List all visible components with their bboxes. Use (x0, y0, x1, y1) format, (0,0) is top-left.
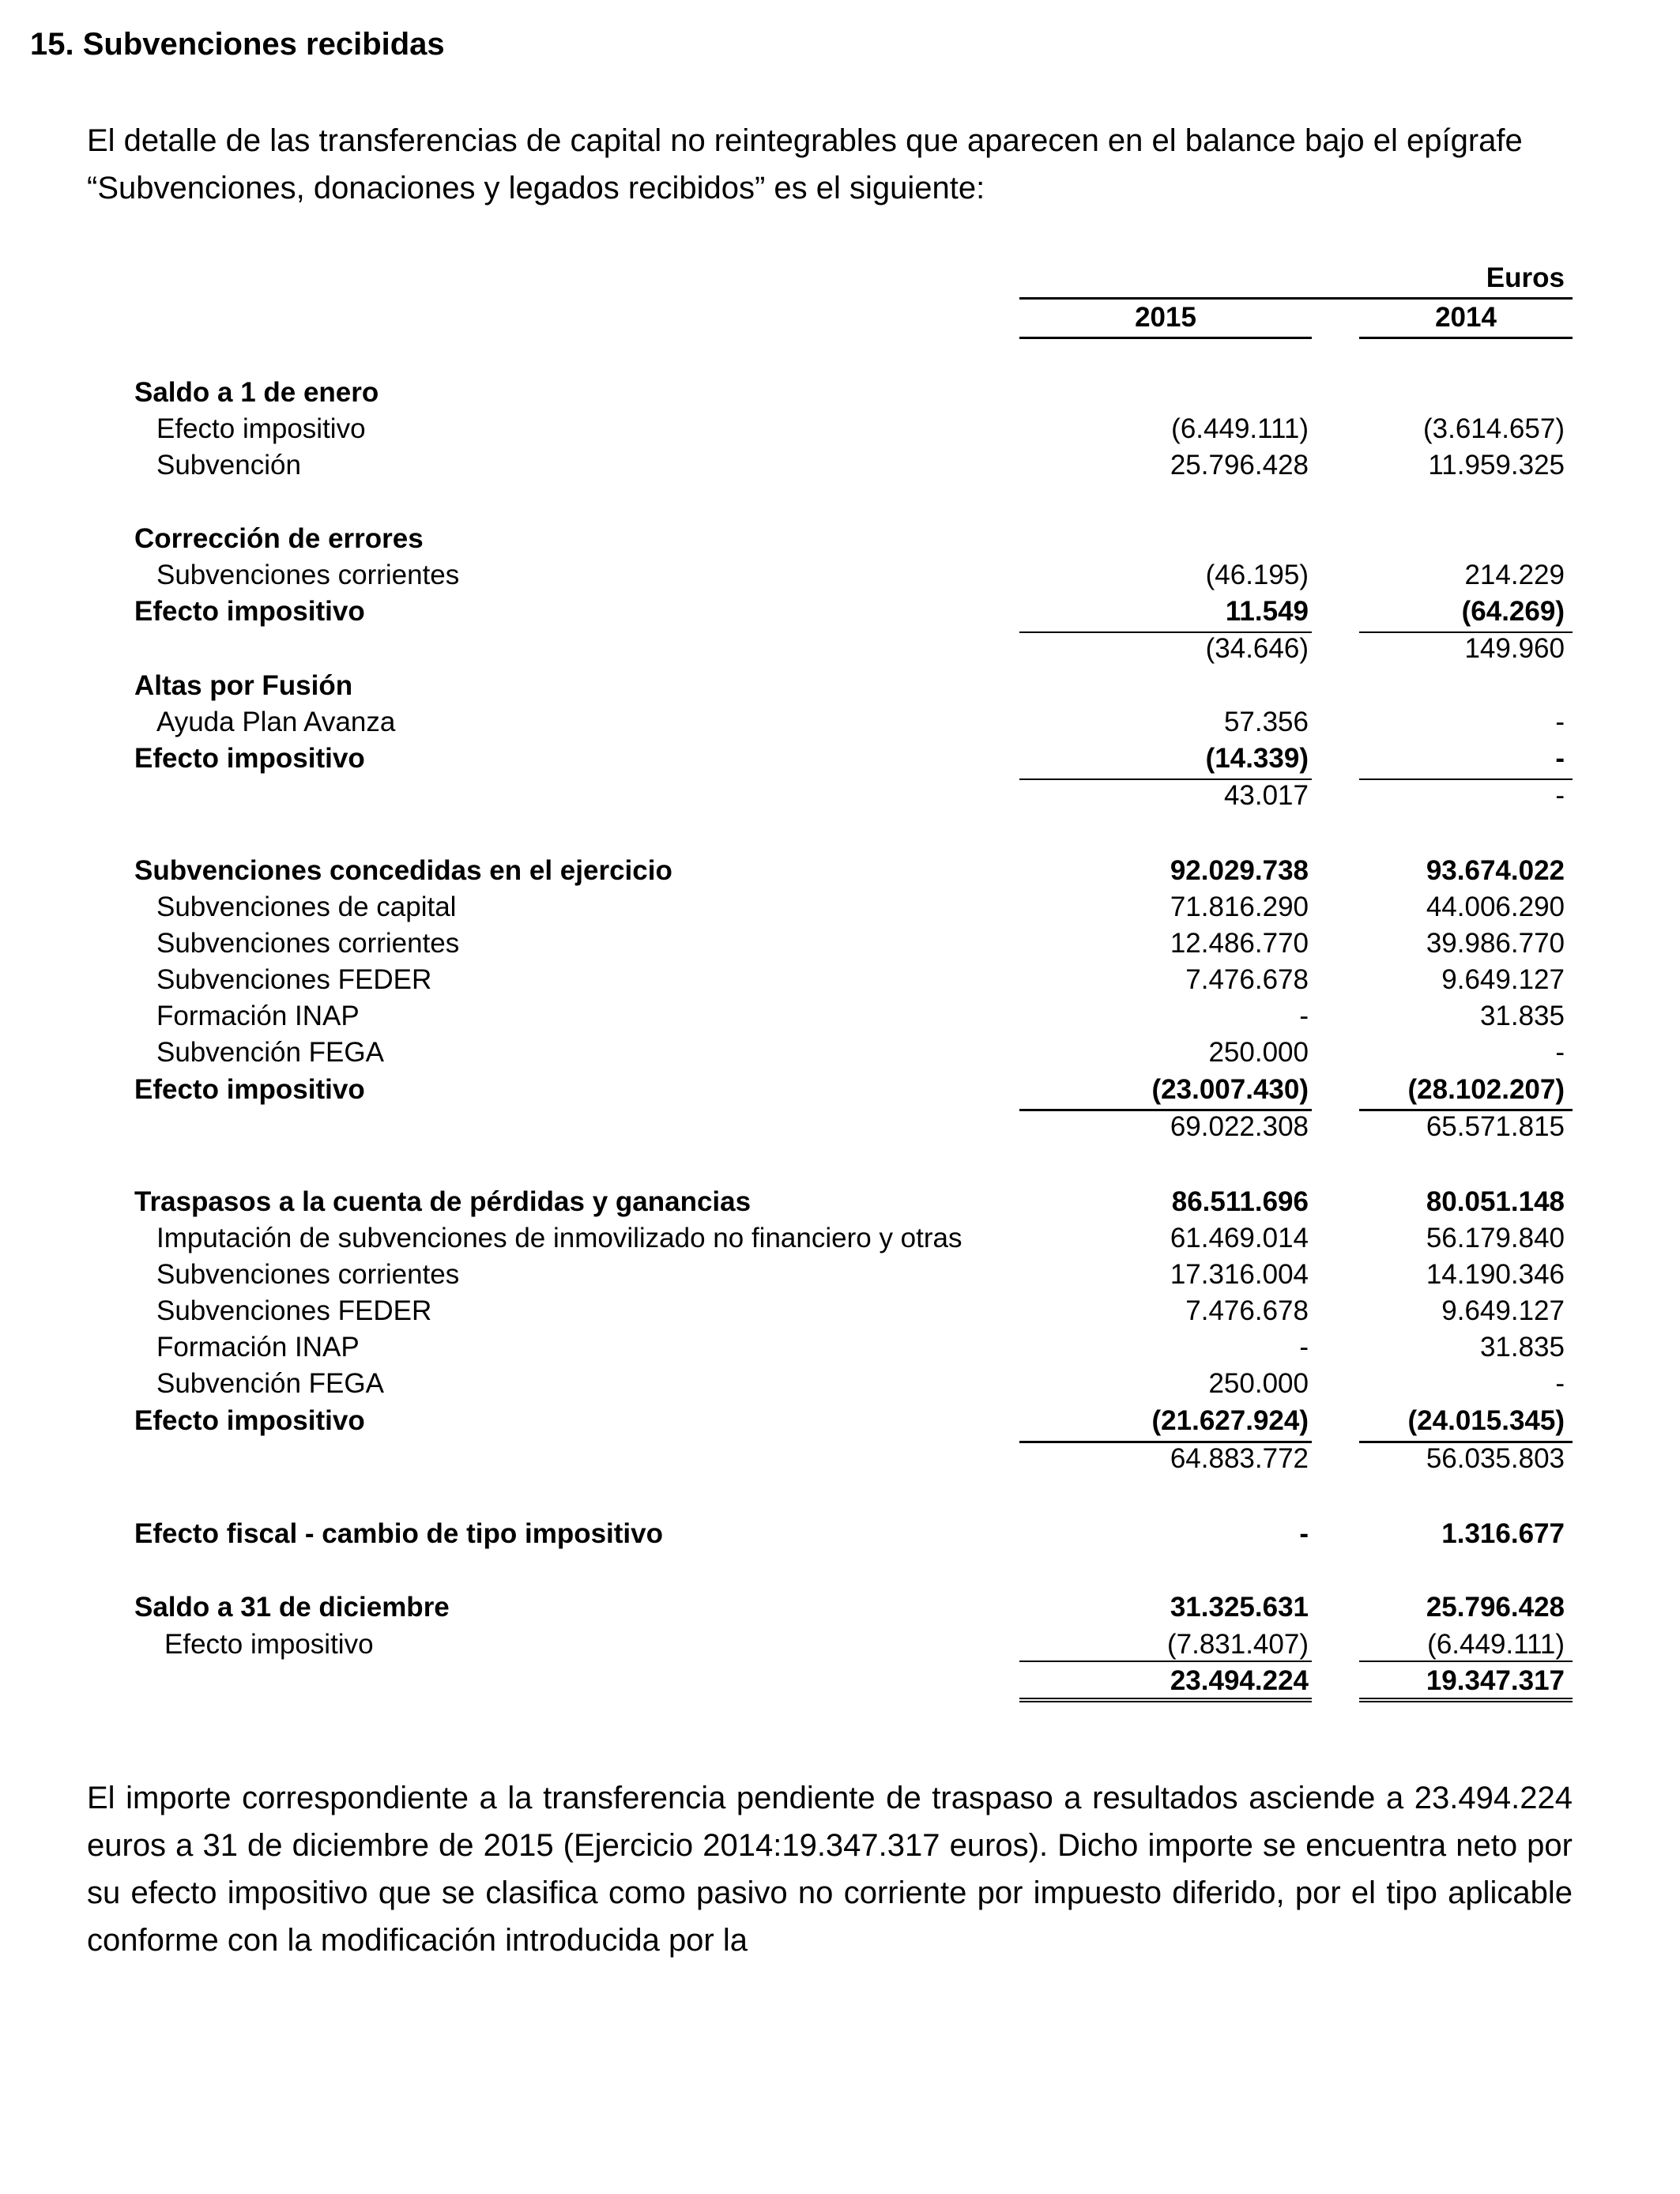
row-label: Efecto impositivo (156, 413, 366, 444)
value-2014: (3.614.657) (1422, 413, 1565, 444)
row-label: Subvención FEGA (156, 1037, 384, 1068)
value-2015: 250.000 (1208, 1037, 1309, 1068)
section-title: 15. Subvenciones recibidas (30, 27, 445, 62)
table-row (0, 1403, 1680, 1439)
value-2015: 64.883.772 (1170, 1443, 1309, 1474)
value-2015: 23.494.224 (1170, 1665, 1309, 1696)
total-double-rule (1359, 1698, 1573, 1702)
value-2014: 93.674.022 (1426, 855, 1565, 886)
table-row (0, 1109, 1680, 1145)
subtotal-rule (1019, 1441, 1312, 1443)
row-label: Subvención (156, 450, 301, 481)
total-top-rule (1019, 1661, 1312, 1662)
table-row (0, 998, 1680, 1035)
row-label: Formación INAP (156, 1001, 360, 1031)
value-2015: (34.646) (1205, 633, 1309, 664)
table-row (0, 1257, 1680, 1293)
table-row (0, 741, 1680, 777)
table-row (0, 1072, 1680, 1108)
value-2015: (46.195) (1205, 560, 1309, 590)
subtotal-rule (1019, 778, 1312, 780)
value-2015: 31.325.631 (1170, 1592, 1309, 1623)
value-2014: 80.051.148 (1426, 1186, 1565, 1217)
table-row (0, 1589, 1680, 1626)
value-2015: 17.316.004 (1170, 1259, 1309, 1290)
value-2014: - (1555, 743, 1565, 774)
table-row (0, 411, 1680, 447)
value-2014: (6.449.111) (1427, 1629, 1565, 1660)
row-label: Efecto impositivo (134, 743, 365, 774)
value-2014: (28.102.207) (1407, 1074, 1565, 1105)
value-2014: 56.179.840 (1426, 1223, 1565, 1253)
table-row (0, 557, 1680, 594)
row-label: Subvenciones corrientes (156, 1259, 460, 1290)
table-row (0, 1441, 1680, 1477)
table-row (0, 668, 1680, 704)
table-row (0, 447, 1680, 484)
row-label: Ayuda Plan Avanza (156, 707, 396, 737)
row-label: Subvenciones FEDER (156, 1295, 432, 1326)
value-2014: 31.835 (1479, 1001, 1565, 1031)
table-row (0, 594, 1680, 630)
value-2015: 57.356 (1223, 707, 1309, 737)
table-row (0, 778, 1680, 814)
value-2015: 25.796.428 (1170, 450, 1309, 481)
total-double-rule (1019, 1698, 1312, 1702)
value-2015: - (1299, 1332, 1309, 1363)
total-top-rule (1359, 1661, 1573, 1662)
row-label: Subvención FEGA (156, 1368, 384, 1399)
value-2015: 92.029.738 (1170, 855, 1309, 886)
value-2014: 214.229 (1464, 560, 1565, 590)
row-label: Traspasos a la cuenta de pérdidas y ganancias (134, 1186, 751, 1217)
value-2015: (21.627.924) (1151, 1405, 1309, 1436)
row-label: Subvenciones FEDER (156, 964, 432, 995)
table-row (0, 1663, 1680, 1699)
table-row (0, 1220, 1680, 1257)
year-header-2014: 2014 (1435, 302, 1497, 333)
value-2015: 250.000 (1208, 1368, 1309, 1399)
value-2015: (6.449.111) (1171, 413, 1309, 444)
table-row (0, 1366, 1680, 1402)
value-2015: 61.469.014 (1170, 1223, 1309, 1253)
value-2015: 12.486.770 (1170, 928, 1309, 959)
units-label: Euros (1486, 262, 1565, 293)
table-row (0, 1184, 1680, 1220)
value-2014: (64.269) (1461, 596, 1565, 627)
table-row (0, 925, 1680, 962)
row-label: Efecto impositivo (164, 1629, 374, 1660)
value-2014: 9.649.127 (1441, 964, 1565, 995)
value-2015: 7.476.678 (1185, 1295, 1309, 1326)
value-2014: 25.796.428 (1426, 1592, 1565, 1623)
row-label: Efecto impositivo (134, 1405, 365, 1436)
value-2015: (14.339) (1205, 743, 1309, 774)
year-2015-underline (1019, 337, 1312, 339)
row-label: Efecto impositivo (134, 1074, 365, 1105)
table-row (0, 853, 1680, 889)
subtotal-rule (1359, 778, 1573, 780)
row-label: Subvenciones concedidas en el ejercicio (134, 855, 672, 886)
table-row (0, 375, 1680, 411)
value-2014: 14.190.346 (1426, 1259, 1565, 1290)
value-2015: 86.511.696 (1171, 1186, 1309, 1217)
value-2014: 1.316.677 (1441, 1518, 1565, 1549)
value-2015: (23.007.430) (1151, 1074, 1309, 1105)
row-label: Corrección de errores (134, 523, 424, 554)
year-header-2015: 2015 (1135, 302, 1196, 333)
value-2014: 44.006.290 (1426, 892, 1565, 922)
table-row (0, 1035, 1680, 1071)
subtotal-rule (1019, 1109, 1312, 1111)
table-row (0, 1516, 1680, 1552)
value-2014: 65.571.815 (1426, 1111, 1565, 1142)
value-2014: 11.959.325 (1428, 450, 1565, 481)
value-2014: - (1555, 1037, 1565, 1068)
row-label: Subvenciones corrientes (156, 560, 460, 590)
row-label: Saldo a 31 de diciembre (134, 1592, 450, 1623)
value-2014: 56.035.803 (1426, 1443, 1565, 1474)
row-label: Formación INAP (156, 1332, 360, 1363)
year-2014-underline (1359, 337, 1573, 339)
value-2015: 7.476.678 (1185, 964, 1309, 995)
value-2014: 9.649.127 (1441, 1295, 1565, 1326)
table-row (0, 962, 1680, 998)
row-label: Subvenciones corrientes (156, 928, 460, 959)
table-row (0, 631, 1680, 667)
value-2014: - (1555, 1368, 1565, 1399)
value-2014: - (1555, 780, 1565, 811)
subtotal-rule (1359, 631, 1573, 633)
subtotal-rule (1359, 1441, 1573, 1443)
row-label: Imputación de subvenciones de inmovilizado no financiero y otras (156, 1223, 962, 1253)
value-2014: 39.986.770 (1426, 928, 1565, 959)
row-label: Efecto fiscal - cambio de tipo impositivo (134, 1518, 663, 1549)
value-2014: 19.347.317 (1426, 1665, 1565, 1696)
row-label: Efecto impositivo (134, 596, 365, 627)
table-row (0, 1627, 1680, 1663)
value-2015: - (1299, 1001, 1309, 1031)
table-row (0, 889, 1680, 925)
table-row (0, 521, 1680, 557)
value-2015: 11.549 (1225, 596, 1309, 627)
row-label: Altas por Fusión (134, 670, 353, 701)
value-2014: 31.835 (1479, 1332, 1565, 1363)
value-2014: (24.015.345) (1407, 1405, 1565, 1436)
value-2015: 69.022.308 (1170, 1111, 1309, 1142)
value-2015: - (1299, 1518, 1309, 1549)
table-row (0, 704, 1680, 741)
value-2014: 149.960 (1464, 633, 1565, 664)
table-row (0, 1293, 1680, 1329)
row-label: Saldo a 1 de enero (134, 377, 379, 408)
value-2015: 43.017 (1223, 780, 1309, 811)
value-2015: (7.831.407) (1166, 1629, 1309, 1660)
value-2015: 71.816.290 (1170, 892, 1309, 922)
closing-paragraph: El importe correspondiente a la transferencia pendiente de traspaso a resultados asciende a 23.494.224 euros a 31 de diciembre de 2015 (Ejercicio 2014:19.347.317 euros). Dicho importe se encuentra neto por su efecto impositivo que se clasifica como pasivo no corriente por impuesto diferido, por el tipo aplicable conforme con la modificación introducida por la (87, 1781, 1573, 1958)
intro-paragraph: El detalle de las transferencias de capital no reintegrables que aparecen en el balance bajo el epígrafe “Subvenciones, donaciones y legados recibidos” es el siguiente: (87, 123, 1523, 205)
value-2014: - (1555, 707, 1565, 737)
subtotal-rule (1019, 631, 1312, 633)
subtotal-rule (1359, 1109, 1573, 1111)
table-row (0, 1329, 1680, 1366)
row-label: Subvenciones de capital (156, 892, 457, 922)
